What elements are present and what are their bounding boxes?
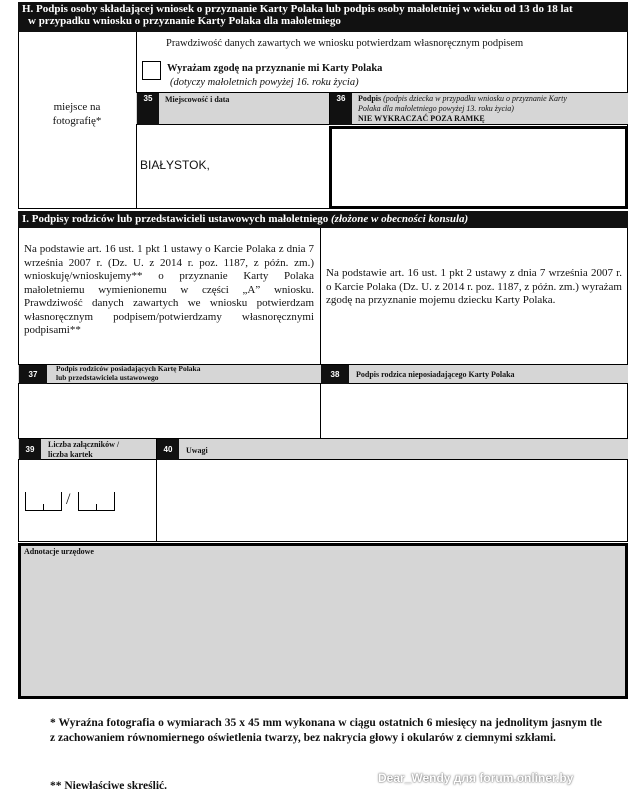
- section-h-title-line2: w przypadku wniosku o przyznanie Karty Polaka dla małoletniego: [28, 15, 341, 27]
- field-38-signature-area[interactable]: [321, 385, 627, 437]
- section-i-title: [18, 211, 628, 228]
- photo-placeholder: [18, 100, 136, 128]
- official-notes-label: Adnotacje urzędowe: [24, 547, 94, 556]
- field-40-label: Uwagi: [186, 446, 208, 455]
- field-38-label: Podpis rodzica nieposiadającego Karty Polaka: [356, 370, 515, 379]
- field-37-number: 37: [19, 365, 47, 384]
- field-36-number: 36: [330, 93, 352, 125]
- consent-label: Wyrażam zgodę na przyznanie mi Karty Polaka: [167, 63, 383, 74]
- field-37-label: [56, 364, 200, 382]
- field-36-label-bold: Podpis: [358, 94, 382, 103]
- footnote-strike: ** Niewłaściwe skreślić.: [50, 780, 168, 792]
- field-36-label-note1: (podpis dziecka w przypadku wniosku o przyznanie Karty: [383, 94, 567, 103]
- consent-checkbox[interactable]: [142, 61, 161, 80]
- attachments-slash: /: [66, 491, 71, 508]
- field-37-label-line2: lub przedstawiciela ustawowego: [56, 373, 159, 382]
- section-i-title-text: I. Podpisy rodziców lub przedstawicieli ustawowych małoletniego: [22, 213, 329, 225]
- field-39-label-line2: liczba kartek: [48, 450, 93, 459]
- section-i-title-note: (złożone w obecności konsula): [331, 213, 469, 225]
- watermark: Dear_Wendy для forum.onliner.by: [378, 771, 574, 785]
- field-36-signature-box[interactable]: [329, 126, 628, 209]
- section-h-title: [18, 2, 628, 32]
- field-39-label-line1: Liczba załączników /: [48, 440, 120, 449]
- field-38-number: 38: [321, 365, 349, 384]
- field-37-label-line1: Podpis rodziców posiadających Kartę Polaka: [56, 364, 201, 373]
- parents-application-text: Na podstawie art. 16 ust. 1 pkt 1 ustawy o Karcie Polaka z dnia 7 września 2007 r. (Dz. U. z 2014 r. poz. 1187, z późn. zm.) wnioskuję/wnioskujemy** o przyznanie Karty Polaka małoletniemu wymienionemu w części „A” wniosku. Prawdziwość danych zawartych we wniosku potwierdzam własnoręcznym podpisem/potwierdzamy własnoręcznymi podpisami**: [24, 243, 314, 336]
- section-h-title-line1: H. Podpis osoby składającej wniosek o przyznanie Karty Polaka lub podpis osoby małoletniej w wieku od 13 do 18 lat: [22, 3, 573, 15]
- official-notes-box: [18, 543, 628, 699]
- field-37-signature-area[interactable]: [19, 385, 319, 437]
- field-36-label: [358, 94, 626, 124]
- field-36-warning: NIE WYKRACZAĆ POZA RAMKĘ: [358, 114, 485, 123]
- signature-statement: Prawdziwość danych zawartych we wniosku potwierdzam własnoręcznym podpisem: [166, 38, 524, 49]
- parent-consent-text: Na podstawie art. 16 ust. 1 pkt 2 ustawy z dnia 7 września 2007 r. o Karcie Polaka (Dz. U. z 2014 r. poz. 1187, z późn. zm.) wyrażam zgodę na przyznanie mojemu dziecku Karty Polaka.: [326, 267, 622, 306]
- consent-note: (dotyczy małoletnich powyżej 16. roku życia): [170, 77, 359, 88]
- field-39-label: [48, 440, 119, 460]
- field-35-number: 35: [137, 93, 159, 125]
- field-40-number: 40: [157, 439, 179, 460]
- field-39-number: 39: [19, 439, 41, 460]
- field-35-label: Miejscowość i data: [165, 95, 230, 104]
- photo-label-line2: fotografię*: [52, 115, 102, 127]
- field-36-label-note2: Polaka dla małoletniego powyżej 13. roku życia): [358, 104, 514, 113]
- photo-label-line1: miejsce na: [53, 101, 101, 113]
- field-35-value: BIAŁYSTOK,: [140, 158, 210, 172]
- footnote-photo: * Wyraźna fotografia o wymiarach 35 x 45 mm wykonana w ciągu ostatnich 6 miesięcy na jednolitym jasnym tle z zachowaniem równomiernego oświetlenia twarzy, bez nakrycia głowy i okularów z ciemnymi szkłami.: [50, 717, 602, 744]
- field-40-remarks-area[interactable]: [157, 461, 627, 541]
- attachments-count-digit-divider: [43, 504, 44, 511]
- pages-count-digit-divider: [96, 504, 97, 511]
